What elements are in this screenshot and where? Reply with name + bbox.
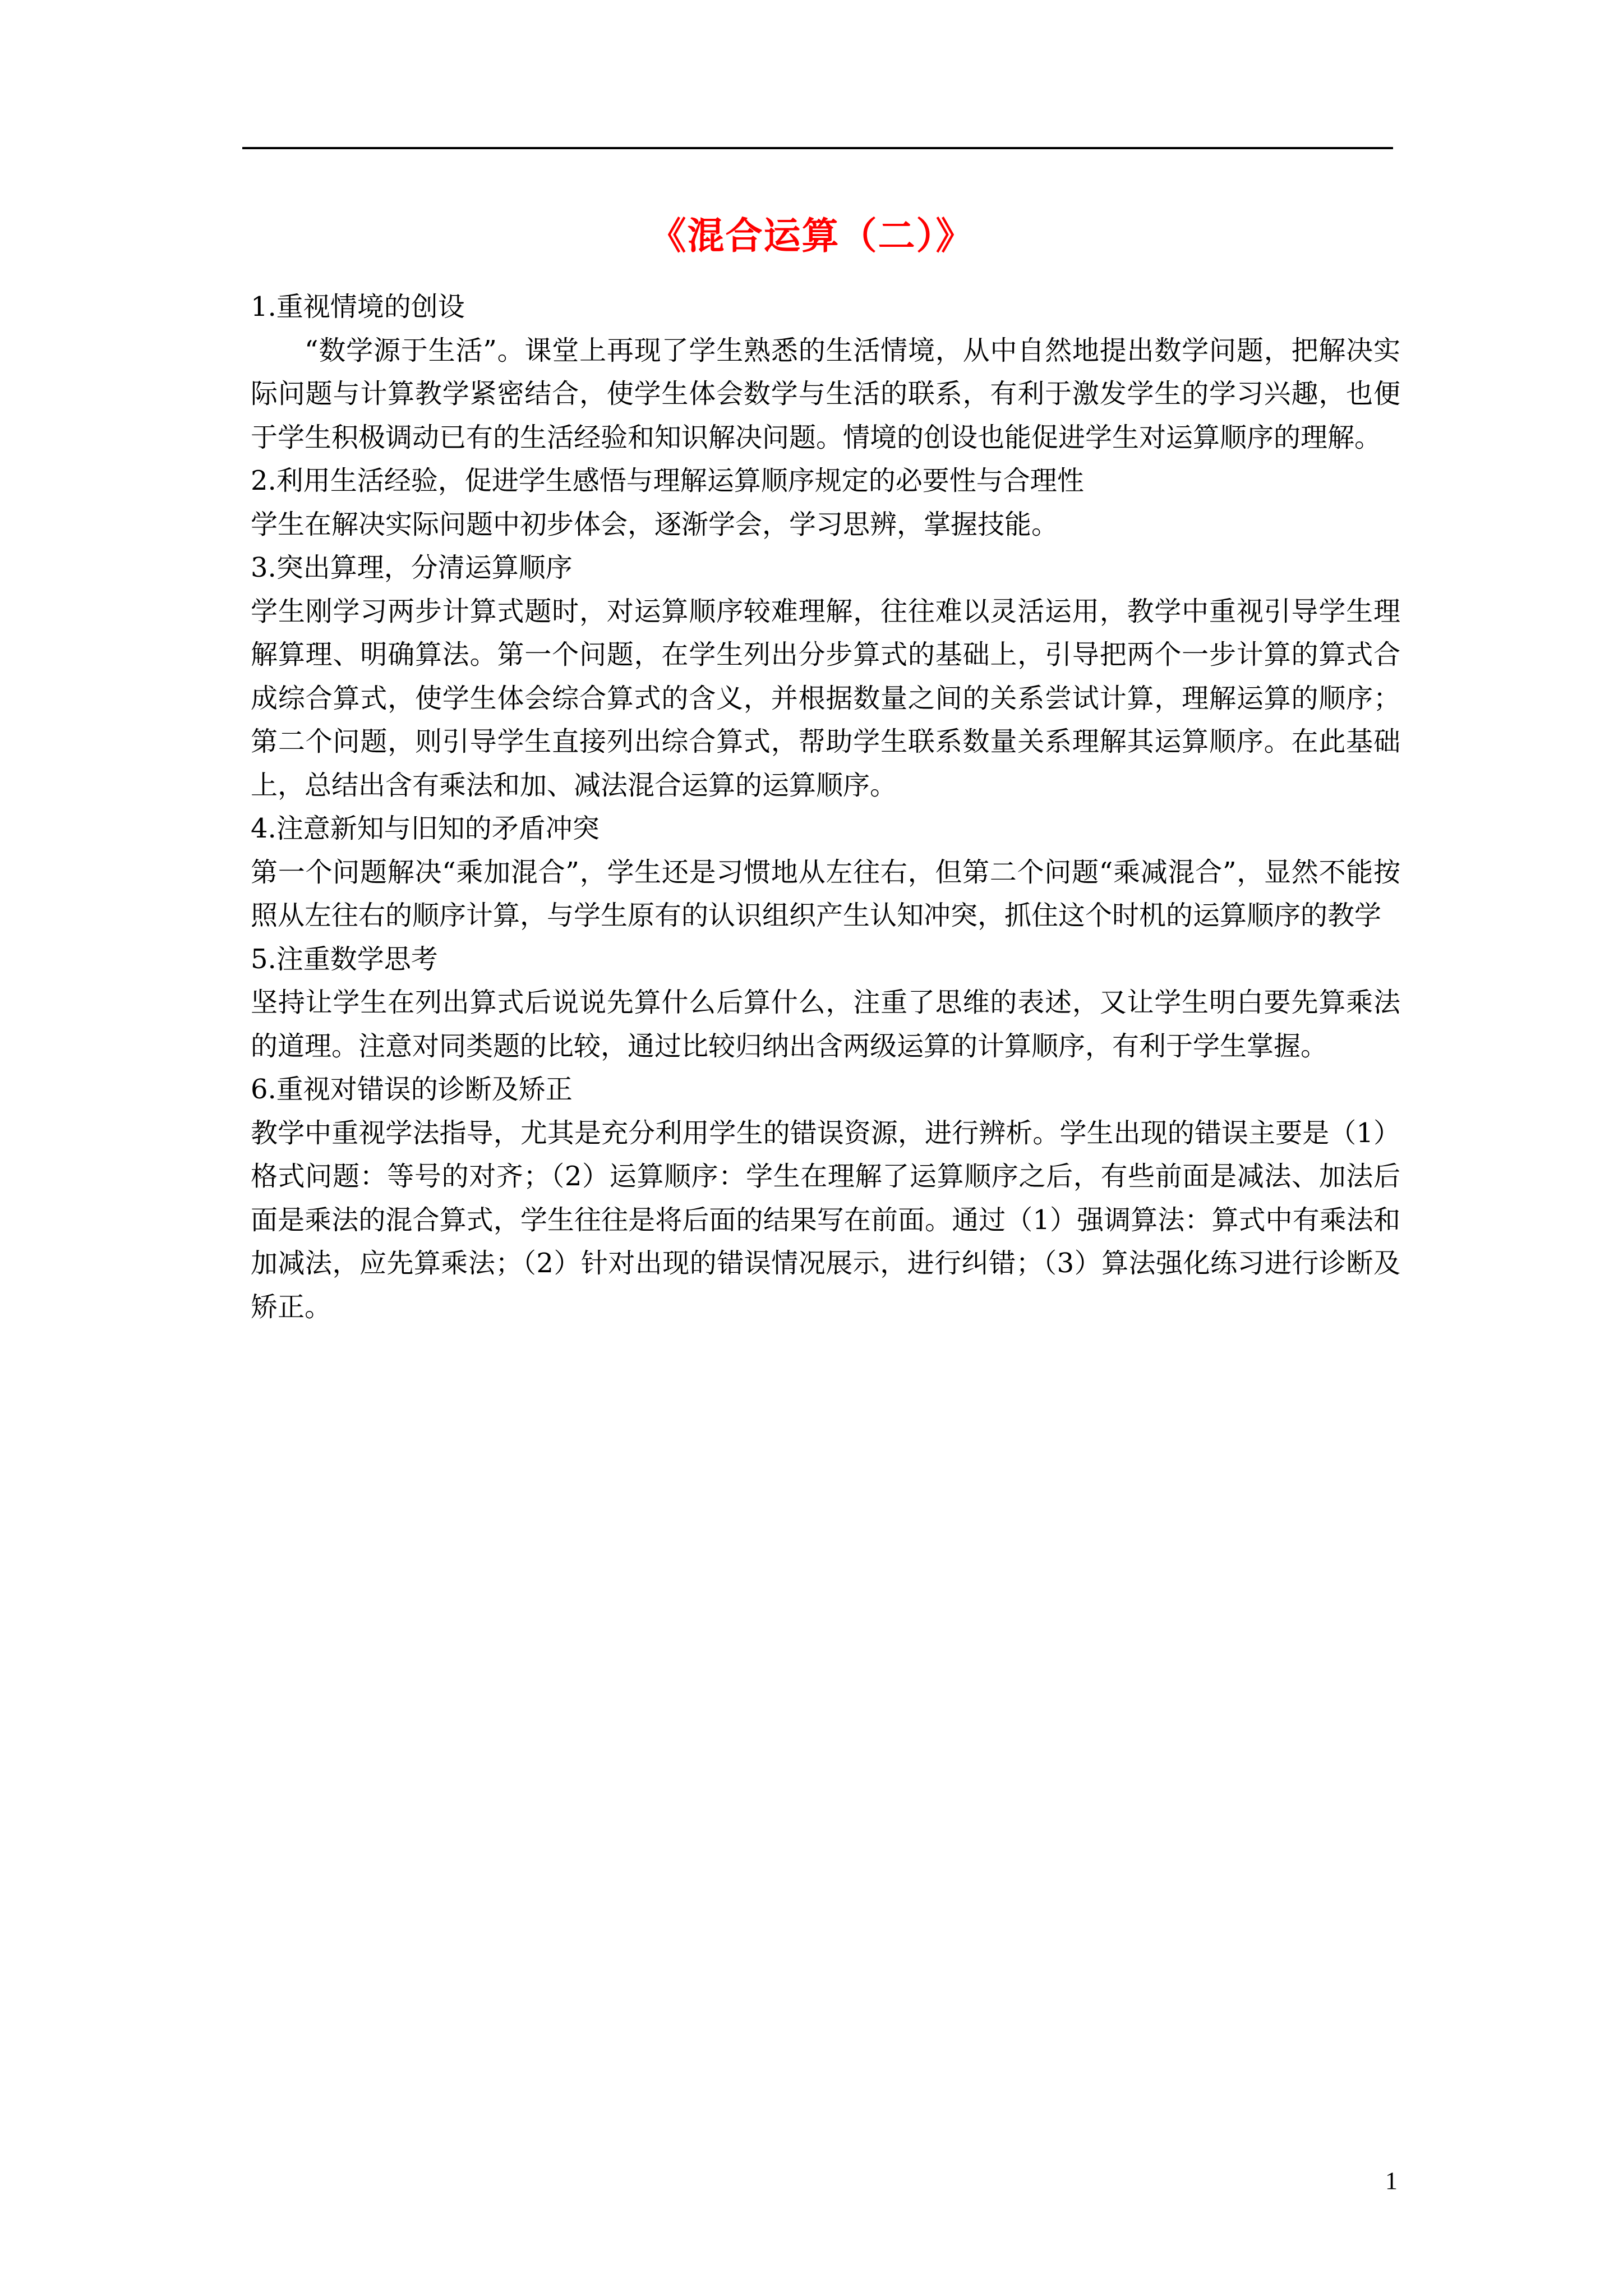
document-body	[251, 286, 1400, 1329]
section-6-body: 教学中重视学法指导，尤其是充分利用学生的错误资源，进行辨析。学生出现的错误主要是（1）格式问题：等号的对齐；（2）运算顺序：学生在理解了运算顺序之后，有些前面是减法、加法后面是乘法的混合算式，学生往往是将后面的结果写在前面。通过（1）强调算法：算式中有乘法和加减法，应先算乘法；（2）针对出现的错误情况展示，进行纠错；（3）算法强化练习进行诊断及矫正。	[251, 1117, 1400, 1323]
document-title: 《混合运算（二）》	[649, 214, 974, 257]
section-1-heading: 1.重视情境的创设	[251, 291, 465, 323]
section-1-body: “数学源于生活”。课堂上再现了学生熟悉的生活情境，从中自然地提出数学问题，把解决实际问题与计算教学紧密结合，使学生体会数学与生活的联系，有利于激发学生的学习兴趣，也便于学生积极调动已有的生活经验和知识解决问题。情境的创设也能促进学生对运算顺序的理解。	[251, 334, 1400, 453]
section-4-body: 第一个问题解决“乘加混合”，学生还是习惯地从左往右，但第二个问题“乘减混合”，显然不能按照从左往右的顺序计算，与学生原有的认识组织产生认知冲突，抓住这个时机的运算顺序的教学	[251, 856, 1400, 931]
section-5-heading: 5.注重数学思考	[251, 943, 438, 975]
section-2-heading: 2.利用生活经验，促进学生感悟与理解运算顺序规定的必要性与合理性	[251, 465, 1084, 496]
section-4-heading: 4.注意新知与旧知的矛盾冲突	[251, 813, 600, 844]
section-3-body: 学生刚学习两步计算式题时，对运算顺序较难理解，往往难以灵活运用，教学中重视引导学生理解算理、明确算法。第一个问题，在学生列出分步算式的基础上，引导把两个一步计算的算式合成综合算式，使学生体会综合算式的含义，并根据数量之间的关系尝试计算，理解运算的顺序；第二个问题，则引导学生直接列出综合算式，帮助学生联系数量关系理解其运算顺序。在此基础上，总结出含有乘法和加、减法混合运算的运算顺序。	[251, 595, 1400, 801]
section-6-heading: 6.重视对错误的诊断及矫正	[251, 1074, 573, 1105]
header-rule	[242, 147, 1393, 149]
section-2-body: 学生在解决实际问题中初步体会，逐渐学会，学习思辨，掌握技能。	[251, 508, 1059, 540]
page-number: 1	[1385, 2167, 1398, 2194]
section-5-body: 坚持让学生在列出算式后说说先算什么后算什么，注重了思维的表述，又让学生明白要先算乘法的道理。注意对同类题的比较，通过比较归纳出含两级运算的计算顺序，有利于学生掌握。	[251, 987, 1400, 1062]
section-3-heading: 3.突出算理，分清运算顺序	[251, 552, 573, 583]
